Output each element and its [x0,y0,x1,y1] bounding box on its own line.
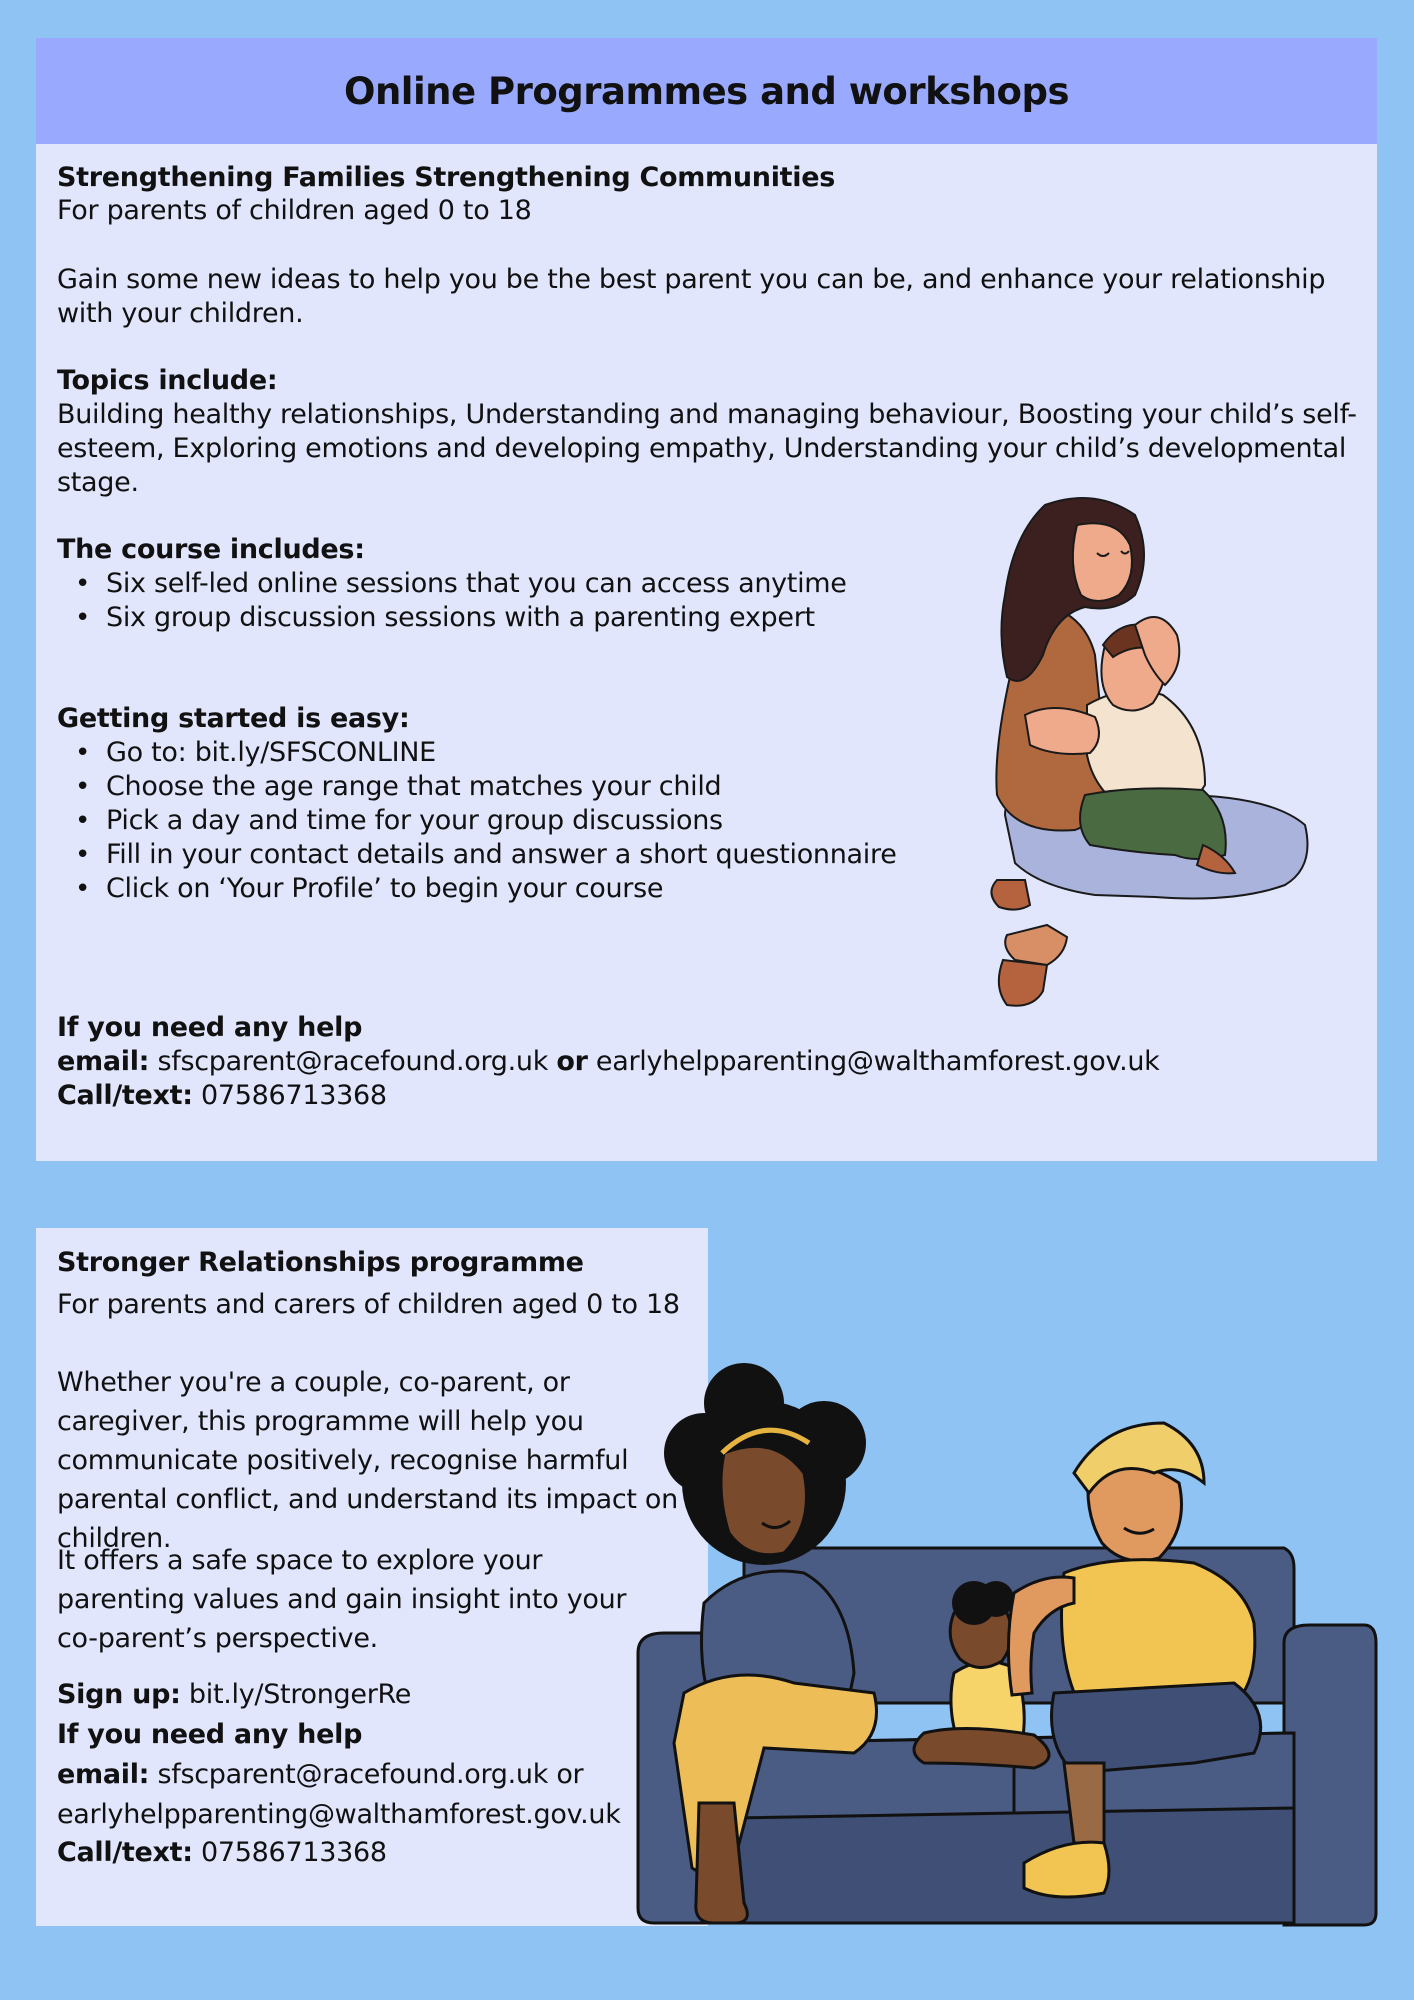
stronger-relationships-panel [36,1228,708,1926]
signup-link[interactable]: bit.ly/StrongerRe [188,1679,412,1710]
email-link-1[interactable]: sfscparent@racefound.org.uk or [157,1759,584,1790]
signup-label: Sign up: [57,1679,181,1710]
email-link-1[interactable]: sfscparent@racefound.org.uk [157,1046,549,1077]
email-link-2[interactable]: earlyhelpparenting@walthamforest.gov.uk [57,1799,621,1830]
list-item: • Pick a day and time for your group discussions [57,804,897,838]
list-item: • Click on ‘Your Profile’ to begin your course [57,872,897,906]
phone-number[interactable]: 07586713368 [201,1837,387,1868]
sfsc-audience: For parents of children aged 0 to 18 [57,195,532,226]
page-header [36,38,1377,144]
email-label: email: [57,1759,150,1790]
family-on-sofa-illustration [634,1363,1378,1947]
call-label: Call/text: [57,1837,193,1868]
mother-hugging-child-illustration [985,495,1315,1015]
email-link-2[interactable]: earlyhelpparenting@walthamforest.gov.uk [595,1046,1160,1077]
or-label: or [556,1046,588,1077]
stronger-help-heading: If you need any help [57,1719,363,1750]
topics-text: Building healthy relationships, Understanding and managing behaviour, Boosting your child’s self-esteem, Exploring emotions and developing empathy, Understanding your child’s developmental stage. [57,399,1357,498]
start-list [57,736,897,906]
help-email-line [57,1045,1160,1079]
course-list [57,567,847,635]
phone-number[interactable]: 07586713368 [201,1080,387,1111]
topics-heading: Topics include: [57,365,278,396]
help-heading: If you need any help [57,1012,363,1043]
list-item: • Six group discussion sessions with a parenting expert [57,601,847,635]
stronger-para-1: Whether you're a couple, co-parent, or caregiver, this programme will help you communicate positively, recognise harmful parental conflict, and understand its impact on children. [57,1367,678,1554]
signup-line [57,1675,411,1714]
call-label: Call/text: [57,1080,193,1111]
sfsc-title: Strengthening Families Strengthening Communities [57,162,836,193]
start-heading: Getting started is easy: [57,703,410,734]
page-title: Online Programmes and workshops [344,69,1069,113]
stronger-email-line [57,1755,583,1794]
stronger-phone-line [57,1833,387,1872]
list-item: • Fill in your contact details and answer a short questionnaire [57,838,897,872]
help-phone-line [57,1079,387,1113]
course-heading: The course includes: [57,534,365,565]
stronger-title: Stronger Relationships programme [57,1247,584,1278]
stronger-audience: For parents and carers of children aged 0 to 18 [57,1289,680,1320]
list-item: • Go to: bit.ly/SFSCONLINE [57,736,897,770]
list-item: • Six self-led online sessions that you can access anytime [57,567,847,601]
email-label: email: [57,1046,150,1077]
list-item: • Choose the age range that matches your child [57,770,897,804]
sfsc-intro: Gain some new ideas to help you be the best parent you can be, and enhance your relationship with your children. [57,264,1326,329]
stronger-para-2: It offers a safe space to explore your parenting values and gain insight into your co-parent’s perspective. [57,1545,627,1654]
